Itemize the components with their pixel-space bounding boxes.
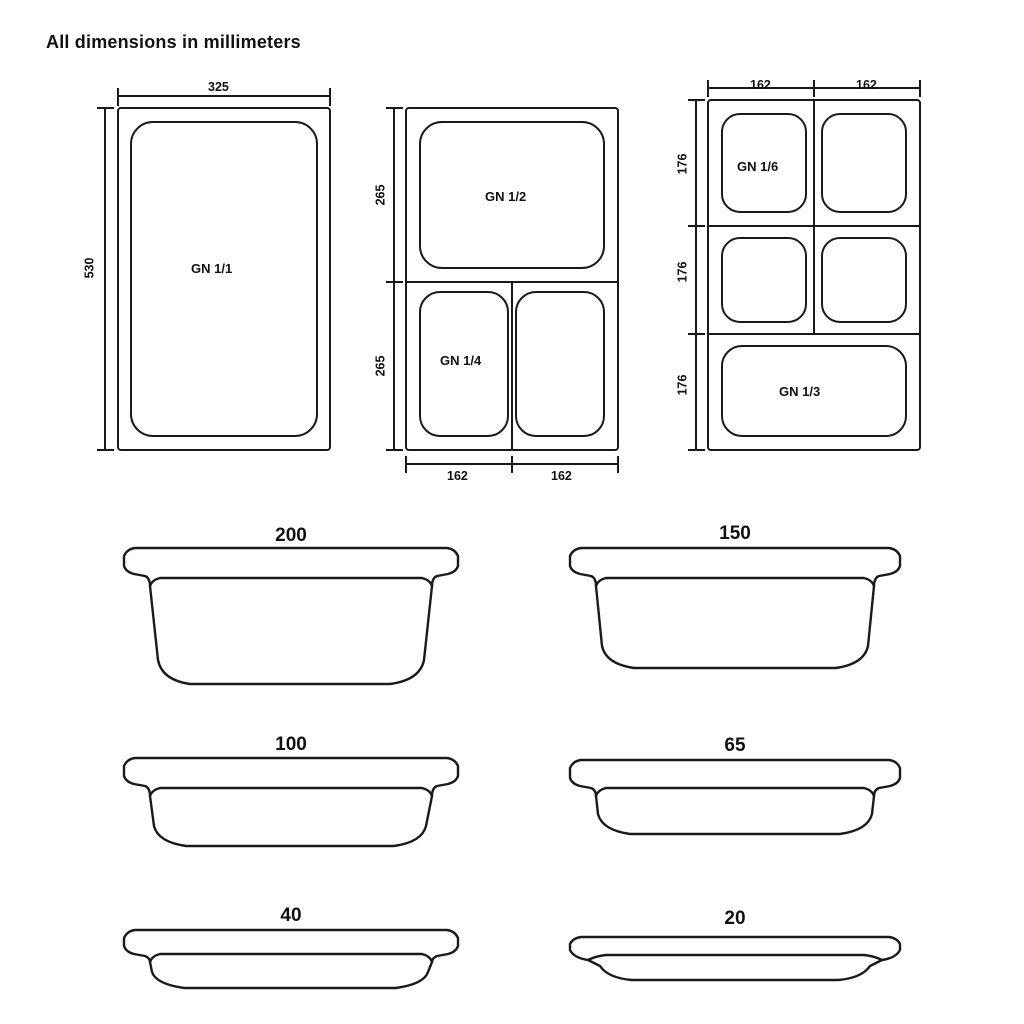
pan-depth-label-150: 150 [719,523,751,544]
gn-1-6-pan-2 [822,114,906,212]
gn-1-1-inner [131,122,317,436]
pan-depth-label-100: 100 [275,734,307,755]
gn-1-1-outer [118,108,330,450]
pan-profile-200 [124,548,458,684]
gn-1-4-height-dim: 265 [373,355,388,377]
gn-1-1-width-dim: 325 [208,80,229,94]
pan-profile-20 [570,937,900,980]
gn-1-1-height-dim: 530 [82,257,97,279]
gn-1-2-height-dim: 265 [373,184,388,206]
gn-1-6-label: GN 1/6 [737,159,779,174]
page-title: All dimensions in millimeters [46,32,301,52]
pan-profile-150 [570,548,900,668]
pan-profile-100 [124,758,458,846]
gn-1-4-width-left-dim: 162 [447,469,468,483]
pan-depth-label-40: 40 [280,905,302,926]
gn-small-height-dim-1: 176 [675,153,690,175]
gn-1-4-label: GN 1/4 [440,353,482,368]
gn-1-6-pan-4 [822,238,906,322]
pan-profile-40 [124,930,458,988]
gn-1-6-width-right-dim: 162 [856,78,877,92]
pan-depth-label-200: 200 [275,525,307,546]
gn-1-2-label: GN 1/2 [485,189,527,204]
pan-depth-label-20: 20 [724,908,746,929]
gn-small-height-dim-2: 176 [675,261,690,283]
gn-1-4-width-right-dim: 162 [551,469,572,483]
gn-1-4-pan-right [516,292,604,436]
gn-small-height-dim-3: 176 [675,374,690,396]
gn-1-1-label: GN 1/1 [191,261,233,276]
pan-depth-label-65: 65 [724,735,746,756]
pan-profile-65 [570,760,900,834]
gn-1-6-width-left-dim: 162 [750,78,771,92]
gn-1-3-label: GN 1/3 [779,384,821,399]
gn-1-6-pan-3 [722,238,806,322]
